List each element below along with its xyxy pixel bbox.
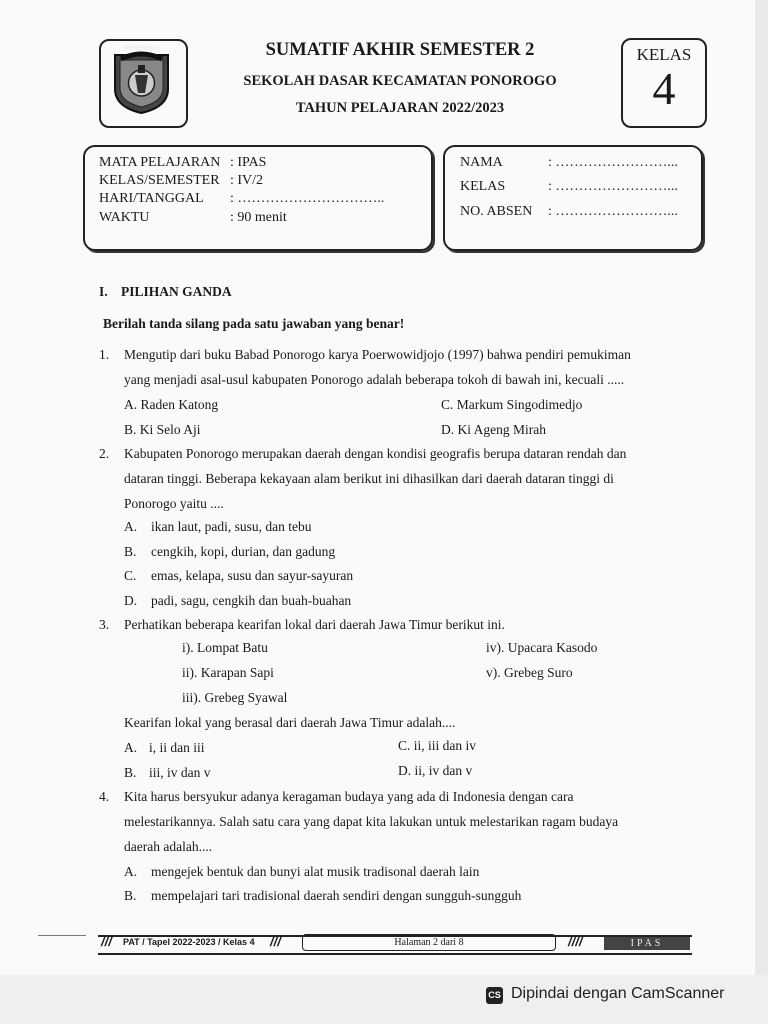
- section-instruction: Berilah tanda silang pada satu jawaban yang benar!: [103, 316, 405, 331]
- q3-item-i: i). Lompat Batu: [182, 640, 268, 655]
- q3-item-v: v). Grebeg Suro: [486, 665, 573, 680]
- info-value-nama[interactable]: : ……………………...: [548, 155, 678, 170]
- q2-option-a[interactable]: ikan laut, padi, susu, dan tebu: [151, 519, 312, 534]
- school-name: SEKOLAH DASAR KECAMATAN PONOROGO: [243, 73, 557, 89]
- kelas-label: KELAS: [636, 45, 692, 64]
- footer-subject-tag: IPAS: [604, 937, 690, 950]
- q2-option-d[interactable]: padi, sagu, cengkih dan buah-buahan: [151, 593, 352, 608]
- footer-side-rule: [38, 935, 86, 936]
- q1-number: 1.: [99, 347, 110, 362]
- info-label-kelas-semester: KELAS/SEMESTER: [99, 173, 220, 188]
- info-label-kelas: KELAS: [460, 179, 506, 194]
- q3-item-iii: iii). Grebeg Syawal: [182, 690, 288, 705]
- q4-text-line1: Kita harus bersyukur adanya keragaman budaya yang ada di Indonesia dengan cara: [124, 789, 574, 804]
- q2-text-line1: Kabupaten Ponorogo merupakan daerah dengan kondisi geografis berupa dataran rendah dan: [124, 446, 627, 461]
- info-value-waktu: : 90 menit: [230, 210, 287, 225]
- q1-text-line1: Mengutip dari buku Babad Ponorogo karya Poerwowidjojo (1997) bahwa pendiri pemukiman: [124, 347, 631, 362]
- page-edge-strip: [755, 0, 768, 975]
- camscanner-logo-icon: CS: [486, 987, 503, 1004]
- q1-option-a[interactable]: A. Raden Katong: [124, 397, 219, 412]
- q1-option-d[interactable]: D. Ki Ageng Mirah: [441, 422, 546, 437]
- info-value-mapel: : IPAS: [230, 155, 267, 170]
- info-value-no-absen[interactable]: : ……………………...: [548, 204, 678, 219]
- q2-option-c-letter: C.: [124, 568, 137, 583]
- kelas-number: 4: [652, 63, 676, 114]
- q2-option-b-letter: B.: [124, 544, 137, 559]
- footer-slash-icon-mid: ///: [270, 934, 281, 949]
- q4-text-line3: daerah adalah....: [124, 839, 213, 854]
- q4-option-b-letter: B.: [124, 888, 137, 903]
- q2-number: 2.: [99, 446, 110, 461]
- q3-option-a-letter: A.: [124, 740, 138, 755]
- footer-exam-info: PAT / Tapel 2022-2023 / Kelas 4: [123, 937, 255, 947]
- q4-number: 4.: [99, 789, 110, 804]
- q2-option-c[interactable]: emas, kelapa, susu dan sayur-sayuran: [151, 568, 354, 583]
- q2-text-line3: Ponorogo yaitu ....: [124, 496, 224, 511]
- info-value-kelas[interactable]: : ……………………...: [548, 179, 678, 194]
- section-number: I.: [99, 284, 108, 299]
- q4-option-a[interactable]: mengejek bentuk dan bunyi alat musik tradisonal daerah lain: [151, 864, 480, 879]
- q3-number: 3.: [99, 617, 110, 632]
- q3-option-d[interactable]: D. ii, iv dan v: [398, 763, 473, 778]
- info-label-nama: NAMA: [460, 155, 503, 170]
- q3-item-ii: ii). Karapan Sapi: [182, 665, 274, 680]
- q3-item-iv: iv). Upacara Kasodo: [486, 640, 598, 655]
- footer-slash-icon-left: ///: [101, 934, 112, 949]
- q3-option-c[interactable]: C. ii, iii dan iv: [398, 738, 477, 753]
- info-label-waktu: WAKTU: [99, 210, 150, 225]
- q2-option-b[interactable]: cengkih, kopi, durian, dan gadung: [151, 544, 336, 559]
- logo-caption: PONOROGO: [123, 46, 160, 52]
- regency-logo-frame: [99, 39, 188, 128]
- q3-text-line1: Perhatikan beberapa kearifan lokal dari daerah Jawa Timur berikut ini.: [124, 617, 505, 632]
- q4-option-b[interactable]: mempelajari tari tradisional daerah sendiri dengan sungguh-sungguh: [151, 888, 522, 903]
- info-label-hari-tanggal: HARI/TANGGAL: [99, 191, 204, 206]
- q3-option-b-letter: B.: [124, 765, 137, 780]
- q1-option-c[interactable]: C. Markum Singodimedjo: [441, 397, 583, 412]
- page-number: Halaman 2 dari 8: [302, 934, 556, 951]
- info-value-kelas-semester: : IV/2: [230, 173, 264, 188]
- q4-text-line2: melestarikannya. Salah satu cara yang dapat kita lakukan untuk melestarikan ragam budaya: [124, 814, 619, 829]
- section-title: PILIHAN GANDA: [121, 284, 232, 299]
- q1-option-b[interactable]: B. Ki Selo Aji: [124, 422, 201, 437]
- q2-text-line2: dataran tinggi. Beberapa kekayaan alam berikut ini dihasilkan dari daerah dataran tinggi di: [124, 471, 614, 486]
- q3-question: Kearifan lokal yang berasal dari daerah Jawa Timur adalah....: [124, 715, 456, 730]
- exam-title: SUMATIF AKHIR SEMESTER 2: [265, 40, 535, 60]
- q1-text-line2: yang menjadi asal-usul kabupaten Ponorogo adalah beberapa tokoh di bawah ini, kecuali .....: [124, 372, 625, 387]
- q2-option-d-letter: D.: [124, 593, 138, 608]
- info-label-mapel: MATA PELAJARAN: [99, 155, 221, 170]
- q3-option-a[interactable]: i, ii dan iii: [149, 740, 205, 755]
- info-label-no-absen: NO. ABSEN: [460, 204, 533, 219]
- q2-option-a-letter: A.: [124, 519, 138, 534]
- q3-option-b[interactable]: iii, iv dan v: [149, 765, 211, 780]
- kelas-box: [621, 38, 707, 128]
- info-value-hari-tanggal[interactable]: : …………………………..: [230, 191, 385, 206]
- q4-option-a-letter: A.: [124, 864, 138, 879]
- camscanner-watermark: Dipindai dengan CamScanner: [511, 985, 725, 1002]
- footer-slash-icon-right: ////: [568, 934, 583, 949]
- regency-seal-logo: [107, 47, 176, 116]
- academic-year: TAHUN PELAJARAN 2022/2023: [295, 100, 505, 116]
